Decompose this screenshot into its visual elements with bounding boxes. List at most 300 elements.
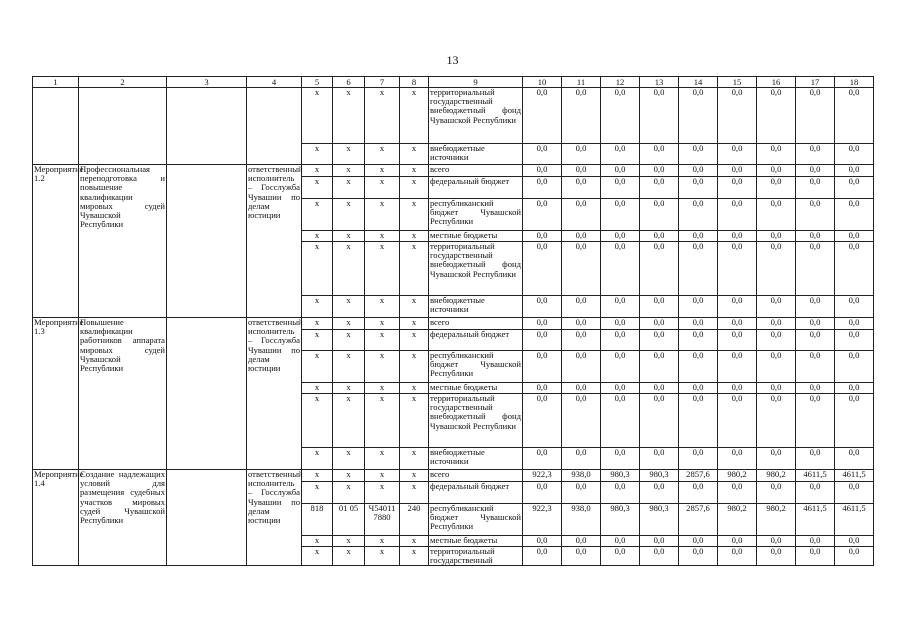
section-code: x: [333, 199, 365, 231]
year-value: 0,0: [523, 88, 562, 144]
year-value: 0,0: [757, 482, 796, 504]
year-value: 0,0: [757, 88, 796, 144]
year-value: 0,0: [523, 448, 562, 470]
year-value: 0,0: [640, 242, 679, 296]
year-value: 0,0: [679, 536, 718, 547]
year-value: 0,0: [523, 536, 562, 547]
year-value: 0,0: [562, 448, 601, 470]
year-value: 0,0: [835, 199, 874, 231]
year-value: 0,0: [640, 330, 679, 351]
year-value: 0,0: [718, 296, 757, 318]
year-value: 0,0: [679, 394, 718, 448]
column-header-8: 8: [400, 77, 429, 88]
year-value: 0,0: [679, 351, 718, 383]
year-value: 980,2: [718, 504, 757, 536]
year-value: 0,0: [757, 351, 796, 383]
year-value: 0,0: [796, 536, 835, 547]
year-value: 0,0: [835, 88, 874, 144]
target-article-code: x: [365, 448, 400, 470]
year-value: 0,0: [835, 394, 874, 448]
year-value: 0,0: [562, 231, 601, 242]
section-code: x: [333, 231, 365, 242]
target-article-code: x: [365, 383, 400, 394]
year-value: 0,0: [562, 242, 601, 296]
year-value: 0,0: [796, 448, 835, 470]
year-value: 0,0: [718, 482, 757, 504]
column-header-5: 5: [302, 77, 333, 88]
year-value: 0,0: [796, 199, 835, 231]
year-value: 0,0: [835, 242, 874, 296]
section-code: x: [333, 177, 365, 199]
target-article-code: x: [365, 199, 400, 231]
gkbs-code: x: [302, 547, 333, 566]
activity-code: Мероприятие 1.4: [33, 470, 79, 566]
funding-source: территориальный государственный внебюджетный фонд Чувашской Республики: [429, 242, 523, 296]
funding-source: внебюджетные источники: [429, 144, 523, 165]
gkbs-code: x: [302, 177, 333, 199]
section-code: 01 05: [333, 504, 365, 536]
year-value: 0,0: [679, 88, 718, 144]
target-article-code: x: [365, 330, 400, 351]
funding-source: федеральный бюджет: [429, 482, 523, 504]
year-value: 0,0: [679, 231, 718, 242]
responsible-executor: ответственный исполнитель – Госслужба Чувашии по делам юстиции: [247, 470, 302, 566]
expense-type-code: 240: [400, 504, 429, 536]
year-value: 0,0: [835, 144, 874, 165]
expense-type-code: x: [400, 470, 429, 482]
year-value: 4611,5: [835, 504, 874, 536]
year-value: 980,2: [718, 470, 757, 482]
subprogram-goal: [167, 165, 247, 318]
column-header-3: 3: [167, 77, 247, 88]
subprogram-goal: [167, 318, 247, 470]
target-article-code: Ч54011 7880: [365, 504, 400, 536]
activity-name: Профессиональная переподготовка и повышение квалификации мировых судей Чувашской Республики: [79, 165, 167, 318]
year-value: 0,0: [523, 318, 562, 330]
year-value: 2857,6: [679, 470, 718, 482]
year-value: 0,0: [640, 199, 679, 231]
year-value: 0,0: [757, 330, 796, 351]
gkbs-code: x: [302, 165, 333, 177]
gkbs-code: x: [302, 536, 333, 547]
year-value: 4611,5: [796, 504, 835, 536]
gkbs-code: x: [302, 470, 333, 482]
year-value: 0,0: [718, 536, 757, 547]
expense-type-code: x: [400, 88, 429, 144]
table-row: [33, 88, 874, 144]
column-header-11: 11: [562, 77, 601, 88]
expense-type-code: x: [400, 351, 429, 383]
year-value: 0,0: [679, 296, 718, 318]
year-value: 0,0: [757, 448, 796, 470]
year-value: 0,0: [640, 177, 679, 199]
section-code: x: [333, 165, 365, 177]
target-article-code: x: [365, 242, 400, 296]
funding-source: местные бюджеты: [429, 536, 523, 547]
expense-type-code: x: [400, 547, 429, 566]
year-value: 0,0: [640, 231, 679, 242]
column-number-row: [33, 77, 874, 88]
year-value: 0,0: [796, 231, 835, 242]
target-article-code: x: [365, 482, 400, 504]
year-value: 4611,5: [796, 470, 835, 482]
target-article-code: x: [365, 318, 400, 330]
year-value: 0,0: [562, 144, 601, 165]
expense-type-code: x: [400, 296, 429, 318]
expense-type-code: x: [400, 144, 429, 165]
year-value: 0,0: [679, 199, 718, 231]
year-value: 0,0: [757, 318, 796, 330]
year-value: 0,0: [835, 448, 874, 470]
subprogram-goal: [167, 470, 247, 566]
year-value: 0,0: [601, 296, 640, 318]
year-value: 0,0: [757, 165, 796, 177]
target-article-code: x: [365, 177, 400, 199]
year-value: 0,0: [601, 330, 640, 351]
section-code: x: [333, 383, 365, 394]
column-header-13: 13: [640, 77, 679, 88]
target-article-code: x: [365, 231, 400, 242]
year-value: 0,0: [601, 165, 640, 177]
funding-source: внебюджетные источники: [429, 448, 523, 470]
gkbs-code: x: [302, 242, 333, 296]
year-value: 0,0: [562, 482, 601, 504]
year-value: 0,0: [796, 165, 835, 177]
year-value: 0,0: [523, 351, 562, 383]
year-value: 0,0: [640, 536, 679, 547]
year-value: 0,0: [601, 394, 640, 448]
year-value: 0,0: [796, 394, 835, 448]
gkbs-code: x: [302, 482, 333, 504]
funding-source: федеральный бюджет: [429, 330, 523, 351]
column-header-10: 10: [523, 77, 562, 88]
year-value: 0,0: [562, 536, 601, 547]
section-code: x: [333, 394, 365, 448]
funding-source: местные бюджеты: [429, 383, 523, 394]
year-value: 0,0: [757, 144, 796, 165]
funding-source: республиканский бюджет Чувашской Республики: [429, 199, 523, 231]
target-article-code: x: [365, 547, 400, 566]
target-article-code: x: [365, 144, 400, 165]
target-article-code: x: [365, 536, 400, 547]
year-value: 0,0: [718, 330, 757, 351]
year-value: 0,0: [796, 177, 835, 199]
year-value: 0,0: [718, 177, 757, 199]
section-code: x: [333, 242, 365, 296]
year-value: 0,0: [640, 547, 679, 566]
year-value: 0,0: [835, 330, 874, 351]
year-value: 0,0: [718, 231, 757, 242]
table-row: [33, 470, 874, 482]
target-article-code: x: [365, 296, 400, 318]
funding-source: всего: [429, 318, 523, 330]
year-value: 0,0: [796, 88, 835, 144]
year-value: 0,0: [523, 144, 562, 165]
year-value: 980,2: [757, 504, 796, 536]
table-row: [33, 165, 874, 177]
funding-source: местные бюджеты: [429, 231, 523, 242]
year-value: 0,0: [796, 547, 835, 566]
year-value: 980,2: [757, 470, 796, 482]
year-value: 0,0: [562, 351, 601, 383]
funding-source: территориальный государственный: [429, 547, 523, 566]
activity-name: Создание надлежащих условий для размещения судебных участков мировых судей Чувашской Республики: [79, 470, 167, 566]
activity-code: [33, 88, 79, 165]
year-value: 0,0: [640, 88, 679, 144]
gkbs-code: x: [302, 231, 333, 242]
section-code: x: [333, 318, 365, 330]
year-value: 0,0: [640, 296, 679, 318]
column-header-6: 6: [333, 77, 365, 88]
year-value: 0,0: [562, 165, 601, 177]
year-value: 0,0: [718, 165, 757, 177]
year-value: 4611,5: [835, 470, 874, 482]
section-code: x: [333, 296, 365, 318]
year-value: 0,0: [562, 88, 601, 144]
year-value: 0,0: [640, 351, 679, 383]
year-value: 0,0: [679, 318, 718, 330]
responsible-executor: ответственный исполнитель – Госслужба Чувашии по делам юстиции: [247, 165, 302, 318]
year-value: 938,0: [562, 470, 601, 482]
expense-type-code: x: [400, 231, 429, 242]
year-value: 0,0: [757, 536, 796, 547]
column-header-9: 9: [429, 77, 523, 88]
year-value: 0,0: [835, 536, 874, 547]
responsible-executor: ответственный исполнитель – Госслужба Чувашии по делам юстиции: [247, 318, 302, 470]
year-value: 0,0: [562, 199, 601, 231]
year-value: 0,0: [562, 177, 601, 199]
subprogram-goal: [167, 88, 247, 165]
year-value: 0,0: [835, 482, 874, 504]
year-value: 0,0: [796, 330, 835, 351]
section-code: x: [333, 448, 365, 470]
year-value: 922,3: [523, 504, 562, 536]
column-header-15: 15: [718, 77, 757, 88]
funding-source: федеральный бюджет: [429, 177, 523, 199]
year-value: 0,0: [679, 242, 718, 296]
table-row: [33, 318, 874, 330]
activity-code: Мероприятие 1.3: [33, 318, 79, 470]
year-value: 0,0: [718, 318, 757, 330]
activity-name: [79, 88, 167, 165]
column-header-17: 17: [796, 77, 835, 88]
expense-type-code: x: [400, 199, 429, 231]
year-value: 0,0: [757, 199, 796, 231]
year-value: 0,0: [757, 177, 796, 199]
year-value: 0,0: [757, 383, 796, 394]
year-value: 980,3: [601, 470, 640, 482]
year-value: 0,0: [679, 165, 718, 177]
year-value: 0,0: [523, 330, 562, 351]
column-header-1: 1: [33, 77, 79, 88]
column-header-2: 2: [79, 77, 167, 88]
funding-source: всего: [429, 165, 523, 177]
year-value: 0,0: [601, 242, 640, 296]
year-value: 980,3: [601, 504, 640, 536]
funding-source: территориальный государственный внебюджетный фонд Чувашской Республики: [429, 394, 523, 448]
year-value: 0,0: [679, 482, 718, 504]
gkbs-code: x: [302, 448, 333, 470]
expense-type-code: x: [400, 482, 429, 504]
year-value: 0,0: [718, 88, 757, 144]
year-value: 0,0: [679, 177, 718, 199]
year-value: 0,0: [601, 482, 640, 504]
gkbs-code: x: [302, 318, 333, 330]
year-value: 0,0: [562, 296, 601, 318]
gkbs-code: x: [302, 383, 333, 394]
year-value: 0,0: [718, 351, 757, 383]
section-code: x: [333, 536, 365, 547]
expense-type-code: x: [400, 383, 429, 394]
section-code: x: [333, 547, 365, 566]
target-article-code: x: [365, 165, 400, 177]
year-value: 0,0: [523, 177, 562, 199]
year-value: 980,3: [640, 504, 679, 536]
year-value: 0,0: [835, 296, 874, 318]
year-value: 0,0: [640, 165, 679, 177]
year-value: 0,0: [679, 448, 718, 470]
year-value: 0,0: [835, 177, 874, 199]
year-value: 0,0: [835, 383, 874, 394]
year-value: 0,0: [523, 242, 562, 296]
year-value: 0,0: [835, 351, 874, 383]
year-value: 0,0: [640, 482, 679, 504]
target-article-code: x: [365, 394, 400, 448]
expense-type-code: x: [400, 330, 429, 351]
year-value: 0,0: [640, 394, 679, 448]
year-value: 0,0: [679, 383, 718, 394]
gkbs-code: 818: [302, 504, 333, 536]
year-value: 0,0: [718, 242, 757, 296]
year-value: 0,0: [523, 383, 562, 394]
year-value: 0,0: [718, 383, 757, 394]
year-value: 0,0: [523, 394, 562, 448]
column-header-16: 16: [757, 77, 796, 88]
year-value: 0,0: [523, 482, 562, 504]
year-value: 0,0: [601, 448, 640, 470]
target-article-code: x: [365, 351, 400, 383]
funding-source: всего: [429, 470, 523, 482]
expense-type-code: x: [400, 394, 429, 448]
section-code: x: [333, 351, 365, 383]
year-value: 938,0: [562, 504, 601, 536]
gkbs-code: x: [302, 199, 333, 231]
year-value: 0,0: [562, 383, 601, 394]
year-value: 0,0: [835, 318, 874, 330]
budget-table: [32, 76, 874, 566]
activity-code: Мероприятие 1.2: [33, 165, 79, 318]
year-value: 0,0: [796, 482, 835, 504]
year-value: 0,0: [757, 394, 796, 448]
year-value: 0,0: [796, 144, 835, 165]
column-header-4: 4: [247, 77, 302, 88]
responsible-executor: [247, 88, 302, 165]
column-header-14: 14: [679, 77, 718, 88]
year-value: 0,0: [601, 547, 640, 566]
year-value: 0,0: [718, 547, 757, 566]
funding-source: республиканский бюджет Чувашской Республики: [429, 351, 523, 383]
year-value: 0,0: [796, 242, 835, 296]
year-value: 0,0: [601, 383, 640, 394]
year-value: 0,0: [757, 296, 796, 318]
year-value: 0,0: [523, 547, 562, 566]
section-code: x: [333, 482, 365, 504]
gkbs-code: x: [302, 88, 333, 144]
year-value: 0,0: [601, 351, 640, 383]
funding-source: республиканский бюджет Чувашской Республики: [429, 504, 523, 536]
column-header-18: 18: [835, 77, 874, 88]
year-value: 0,0: [835, 165, 874, 177]
year-value: 0,0: [562, 547, 601, 566]
year-value: 0,0: [601, 144, 640, 165]
year-value: 0,0: [640, 383, 679, 394]
expense-type-code: x: [400, 318, 429, 330]
year-value: 0,0: [601, 88, 640, 144]
year-value: 0,0: [523, 165, 562, 177]
year-value: 0,0: [640, 144, 679, 165]
section-code: x: [333, 88, 365, 144]
section-code: x: [333, 470, 365, 482]
year-value: 0,0: [601, 536, 640, 547]
year-value: 0,0: [679, 547, 718, 566]
target-article-code: x: [365, 470, 400, 482]
year-value: 0,0: [835, 231, 874, 242]
year-value: 0,0: [523, 296, 562, 318]
funding-source: внебюджетные источники: [429, 296, 523, 318]
column-header-7: 7: [365, 77, 400, 88]
year-value: 0,0: [835, 547, 874, 566]
year-value: 0,0: [523, 199, 562, 231]
year-value: 0,0: [562, 330, 601, 351]
year-value: 0,0: [796, 351, 835, 383]
page-number: 13: [446, 53, 459, 67]
year-value: 0,0: [757, 242, 796, 296]
expense-type-code: x: [400, 165, 429, 177]
year-value: 0,0: [679, 144, 718, 165]
year-value: 0,0: [601, 231, 640, 242]
section-code: x: [333, 144, 365, 165]
year-value: 0,0: [601, 177, 640, 199]
expense-type-code: x: [400, 242, 429, 296]
year-value: 0,0: [718, 199, 757, 231]
target-article-code: x: [365, 88, 400, 144]
year-value: 0,0: [718, 448, 757, 470]
year-value: 0,0: [718, 144, 757, 165]
gkbs-code: x: [302, 330, 333, 351]
expense-type-code: x: [400, 177, 429, 199]
expense-type-code: x: [400, 536, 429, 547]
year-value: 0,0: [796, 296, 835, 318]
year-value: 2857,6: [679, 504, 718, 536]
activity-name: Повышение квалификации работников аппарата мировых судей Чувашской Республики: [79, 318, 167, 470]
expense-type-code: x: [400, 448, 429, 470]
year-value: 0,0: [562, 394, 601, 448]
year-value: 922,3: [523, 470, 562, 482]
year-value: 0,0: [757, 231, 796, 242]
year-value: 0,0: [640, 318, 679, 330]
year-value: 0,0: [601, 318, 640, 330]
gkbs-code: x: [302, 351, 333, 383]
year-value: 0,0: [796, 318, 835, 330]
funding-source: территориальный государственный внебюджетный фонд Чувашской Республики: [429, 88, 523, 144]
column-header-12: 12: [601, 77, 640, 88]
year-value: 0,0: [757, 547, 796, 566]
gkbs-code: x: [302, 144, 333, 165]
year-value: 0,0: [601, 199, 640, 231]
year-value: 0,0: [718, 394, 757, 448]
gkbs-code: x: [302, 394, 333, 448]
year-value: 0,0: [796, 383, 835, 394]
